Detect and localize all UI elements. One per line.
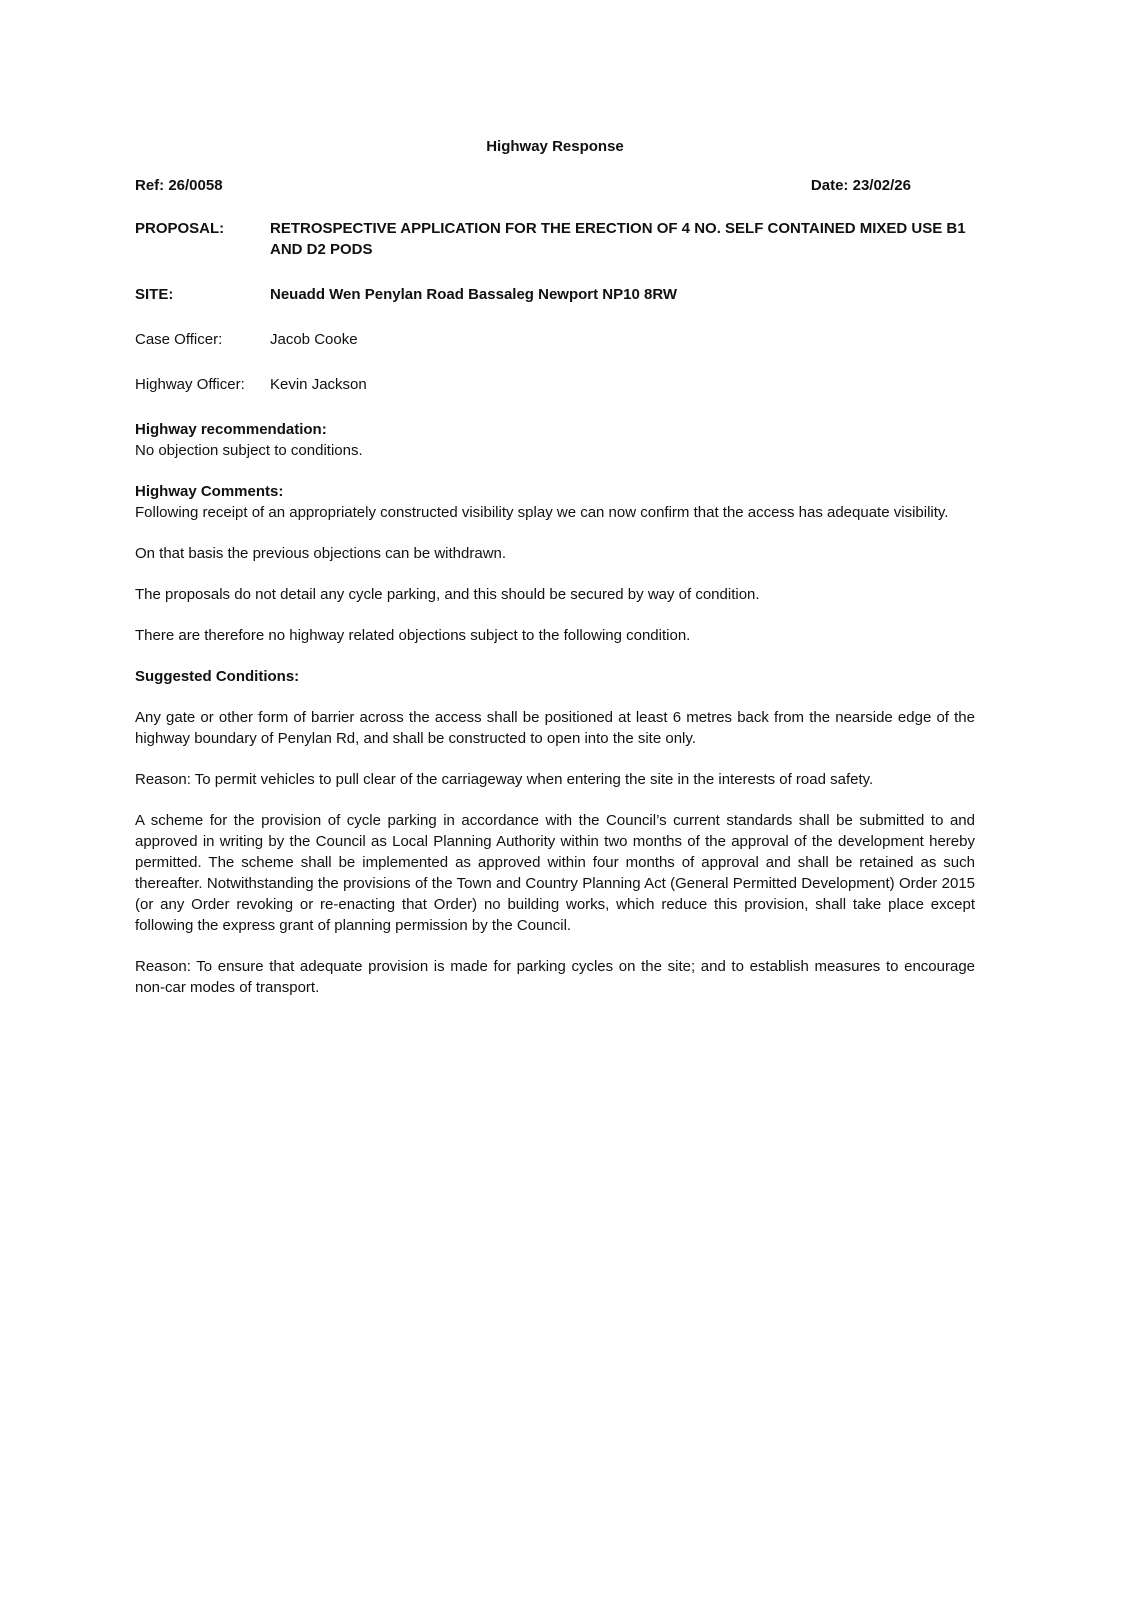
highway-officer-value: Kevin Jackson	[270, 376, 367, 393]
proposal-label: PROPOSAL:	[135, 220, 225, 237]
condition-paragraph: A scheme for the provision of cycle parking in accordance with the Council’s current standards shall be submitted to and approved in writing by the Council as Local Planning Authority within two months of the approval of the development hereby permitted. The scheme shall be implemented as approved within four months of approval and shall be retained as such thereafter. Notwithstanding the provisions of the Town and Country Planning Act (General Permitted Development) Order 2015 (or any Order revoking or re-enacting that Order) no building works, which reduce this provision, shall take place except following the express grant of planning permission by the Council.	[135, 812, 975, 934]
ref-date-row	[135, 175, 975, 196]
ref-number: Ref: 26/0058	[135, 177, 223, 194]
comments-section	[135, 481, 975, 646]
site-row	[135, 284, 975, 305]
conditions-heading: Suggested Conditions:	[135, 668, 300, 685]
site-label: SITE:	[135, 286, 174, 303]
condition-reason: Reason: To permit vehicles to pull clear of the carriageway when entering the site in the interests of road safety.	[135, 771, 874, 788]
case-officer-row	[135, 329, 975, 350]
conditions-section	[135, 666, 975, 998]
comments-paragraph: The proposals do not detail any cycle parking, and this should be secured by way of condition.	[135, 586, 760, 603]
recommendation-section	[135, 419, 975, 461]
comments-heading: Highway Comments:	[135, 483, 284, 500]
case-officer-value: Jacob Cooke	[270, 331, 358, 348]
case-officer-label: Case Officer:	[135, 331, 223, 348]
comments-paragraph: Following receipt of an appropriately constructed visibility splay we can now confirm that the access has adequate visibility.	[135, 504, 949, 521]
highway-officer-row	[135, 374, 975, 395]
document-date: Date: 23/02/26	[810, 177, 911, 194]
document-title: Highway Response	[486, 138, 624, 155]
comments-paragraph: There are therefore no highway related objections subject to the following condition.	[135, 627, 691, 644]
site-value: Neuadd Wen Penylan Road Bassaleg Newport NP10 8RW	[270, 286, 678, 303]
proposal-row	[135, 218, 975, 260]
recommendation-heading: Highway recommendation:	[135, 421, 327, 438]
proposal-value: RETROSPECTIVE APPLICATION FOR THE ERECTION OF 4 NO. SELF CONTAINED MIXED USE B1 AND D2 PODS	[270, 220, 966, 258]
condition-reason: Reason: To ensure that adequate provision is made for parking cycles on the site; and to establish measures to encourage non-car modes of transport.	[135, 958, 975, 996]
recommendation-body: No objection subject to conditions.	[135, 442, 363, 459]
condition-paragraph: Any gate or other form of barrier across the access shall be positioned at least 6 metres back from the nearside edge of the highway boundary of Penylan Rd, and shall be constructed to open into the site only.	[135, 709, 975, 747]
comments-paragraph: On that basis the previous objections can be withdrawn.	[135, 545, 507, 562]
highway-officer-label: Highway Officer:	[135, 376, 245, 393]
